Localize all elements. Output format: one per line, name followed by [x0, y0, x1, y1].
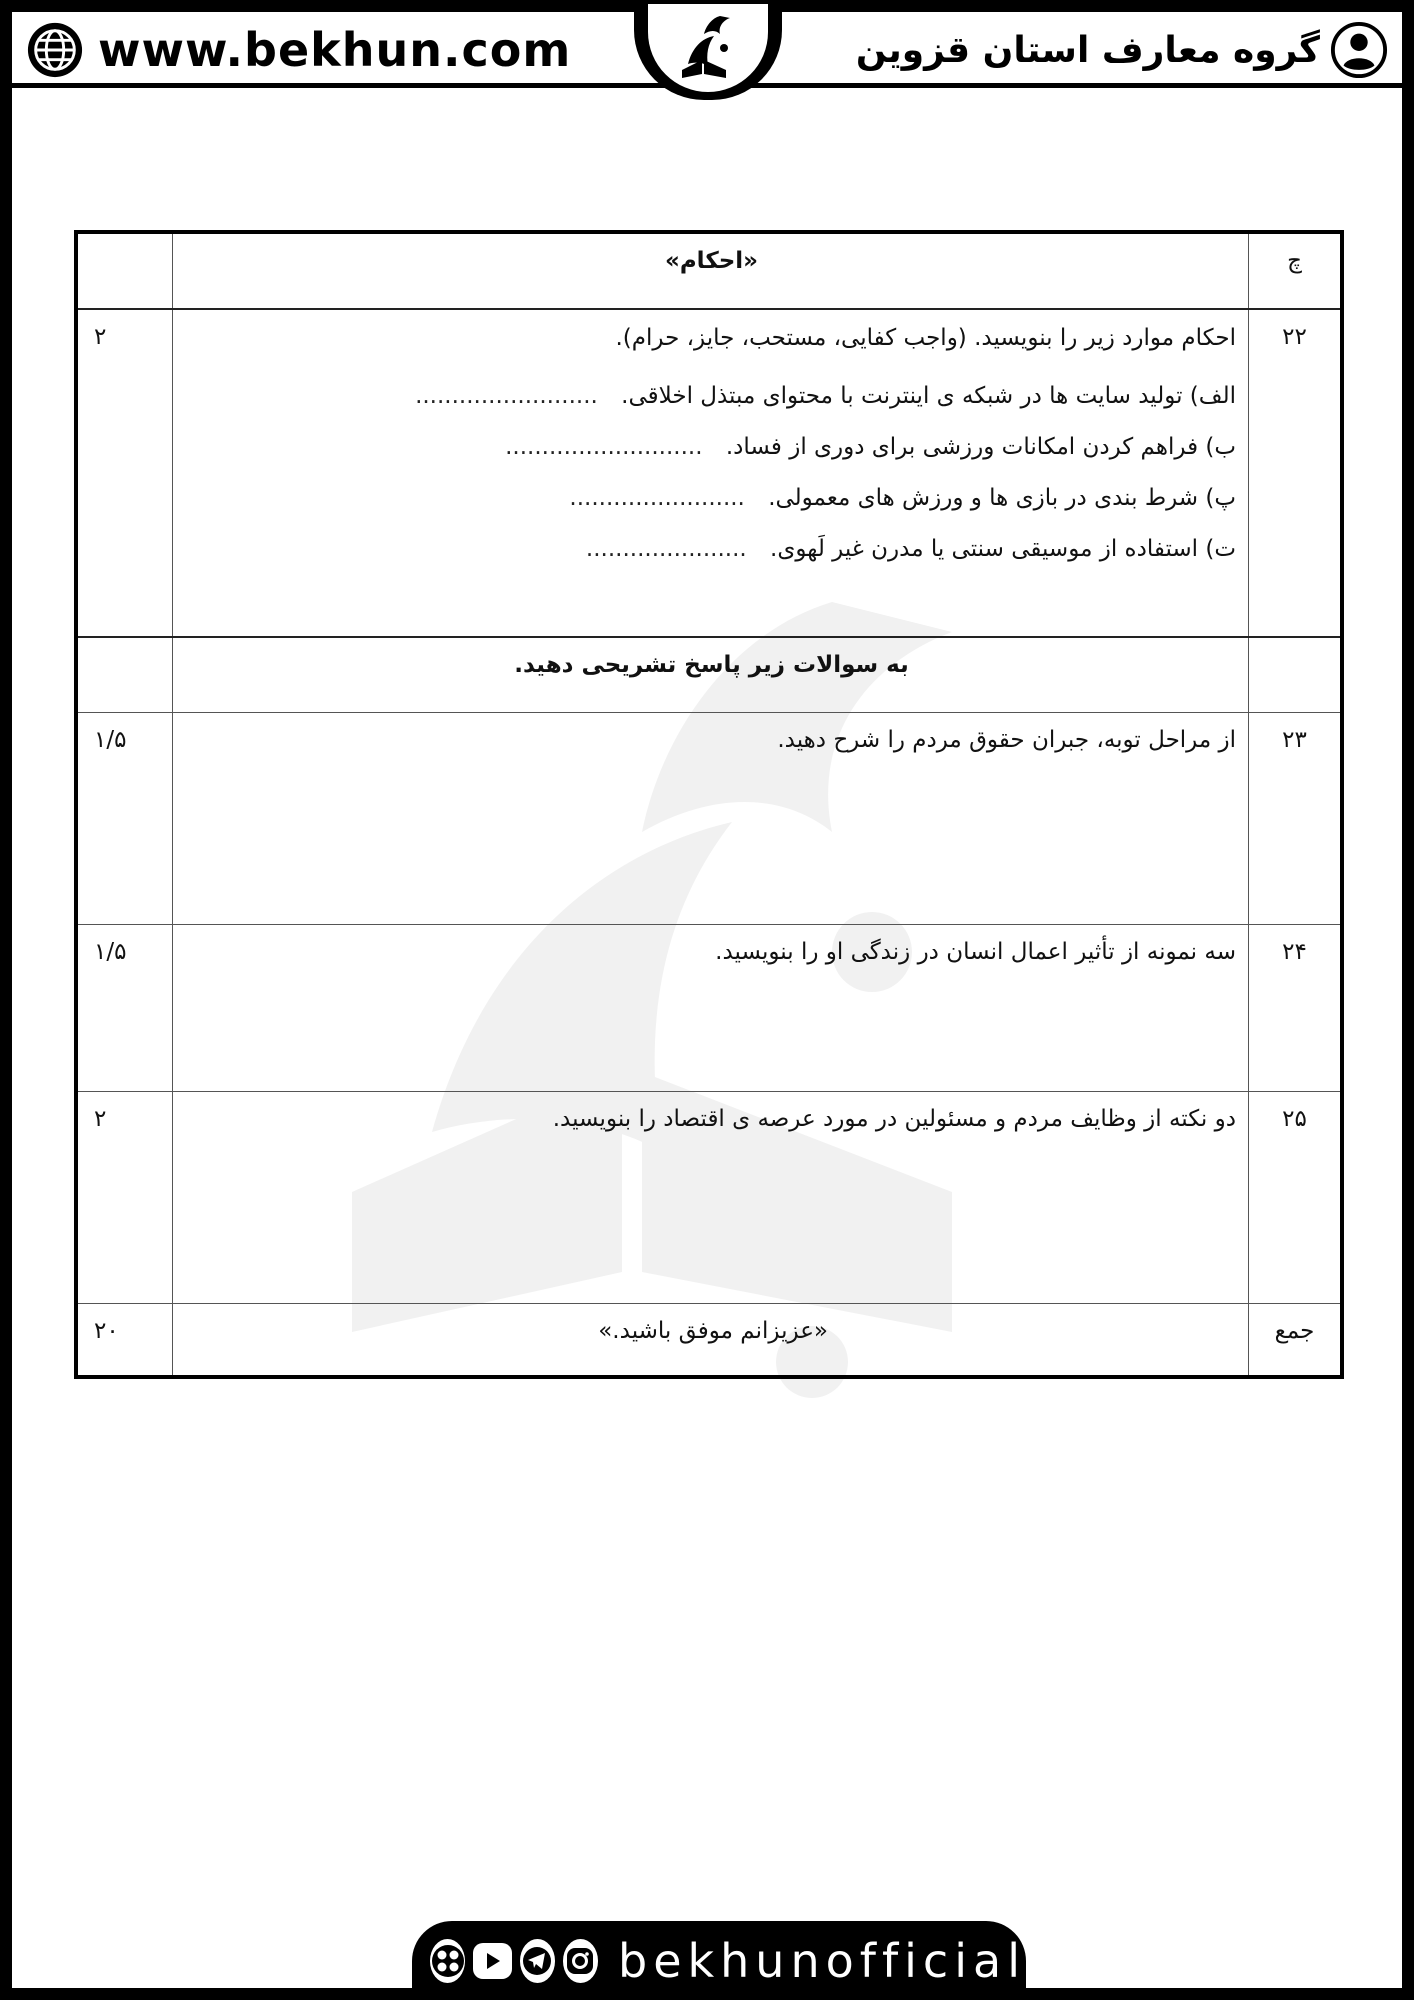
total-score: ۲۰ — [94, 1318, 119, 1344]
question-text: دو نکته از وظایف مردم و مسئولین در مورد عرصه ی اقتصاد را بنویسید. — [172, 1092, 1248, 1303]
group-title: گروه معارف استان قزوین — [855, 29, 1320, 71]
section-score-cell — [78, 638, 172, 712]
table-header-row — [78, 234, 1340, 310]
social-handle[interactable]: bekhunofficial — [618, 1934, 1026, 1988]
question-row-23 — [78, 713, 1340, 925]
item-text: پ) شرط بندی در بازی ها و ورزش های معمولی. — [768, 484, 1236, 511]
question-score: ۱/۵ — [94, 727, 127, 753]
item-text: ت) استفاده از موسیقی سنتی یا مدرن غیر لَهوی. — [770, 535, 1236, 562]
list-item — [187, 382, 1236, 412]
exam-table — [74, 230, 1344, 1379]
question-text: از مراحل توبه، جبران حقوق مردم را شرح دهید. — [172, 713, 1248, 924]
item-text: ب) فراهم کردن امکانات ورزشی برای دوری از فساد. — [725, 433, 1236, 460]
footer-social-bar — [412, 1921, 1026, 2000]
list-item — [187, 535, 1236, 565]
closing-message: «عزیزانم موفق باشید.» — [172, 1304, 1248, 1375]
question-number: ۲۵ — [1248, 1092, 1340, 1303]
section-header-row — [78, 638, 1340, 713]
globe-icon — [26, 21, 84, 79]
total-label: جمع — [1248, 1304, 1340, 1375]
question-row-22 — [78, 310, 1340, 638]
header-num-cell: چ — [1248, 234, 1340, 308]
user-avatar-icon — [1330, 21, 1388, 79]
question-body — [172, 310, 1248, 636]
header-bar — [12, 12, 1402, 88]
youtube-icon[interactable] — [473, 1943, 511, 1979]
question-number: ۲۲ — [1248, 310, 1340, 636]
section-title-descriptive: به سوالات زیر پاسخ تشریحی دهید. — [172, 638, 1248, 712]
total-row — [78, 1304, 1340, 1375]
question-score: ۲ — [94, 1106, 107, 1132]
answer-blank: ........................ — [569, 484, 745, 511]
question-row-24 — [78, 925, 1340, 1092]
answer-items — [187, 382, 1236, 565]
question-score: ۱/۵ — [94, 939, 127, 965]
site-url[interactable]: www.bekhun.com — [98, 23, 572, 77]
telegram-icon[interactable] — [520, 1939, 555, 1983]
exam-page — [12, 12, 1402, 1988]
list-item — [187, 433, 1236, 463]
instagram-icon[interactable] — [563, 1939, 598, 1983]
question-text: سه نمونه از تأثیر اعمال انسان در زندگی او را بنویسید. — [172, 925, 1248, 1091]
question-prompt: احکام موارد زیر را بنویسید. (واجب کفایی، مستحب، جایز، حرام). — [615, 325, 1236, 351]
bekhun-logo-icon — [648, 4, 768, 92]
list-item — [187, 484, 1236, 514]
aparat-icon[interactable] — [430, 1939, 465, 1983]
question-number: ۲۴ — [1248, 925, 1340, 1091]
logo-tab — [634, 0, 782, 100]
answer-blank: ........................... — [505, 433, 703, 460]
item-text: الف) تولید سایت ها در شبکه ی اینترنت با محتوای مبتذل اخلاقی. — [621, 382, 1236, 409]
group-label — [856, 22, 1388, 78]
question-number: ۲۳ — [1248, 713, 1340, 924]
section-title-ahkam: «احکام» — [172, 234, 1248, 308]
answer-blank: ...................... — [585, 535, 747, 562]
question-row-25 — [78, 1092, 1340, 1304]
section-num-cell — [1248, 638, 1340, 712]
header-score-cell — [78, 234, 172, 308]
question-score: ۲ — [94, 324, 107, 350]
site-link[interactable] — [26, 24, 571, 76]
answer-blank: ......................... — [415, 382, 598, 409]
